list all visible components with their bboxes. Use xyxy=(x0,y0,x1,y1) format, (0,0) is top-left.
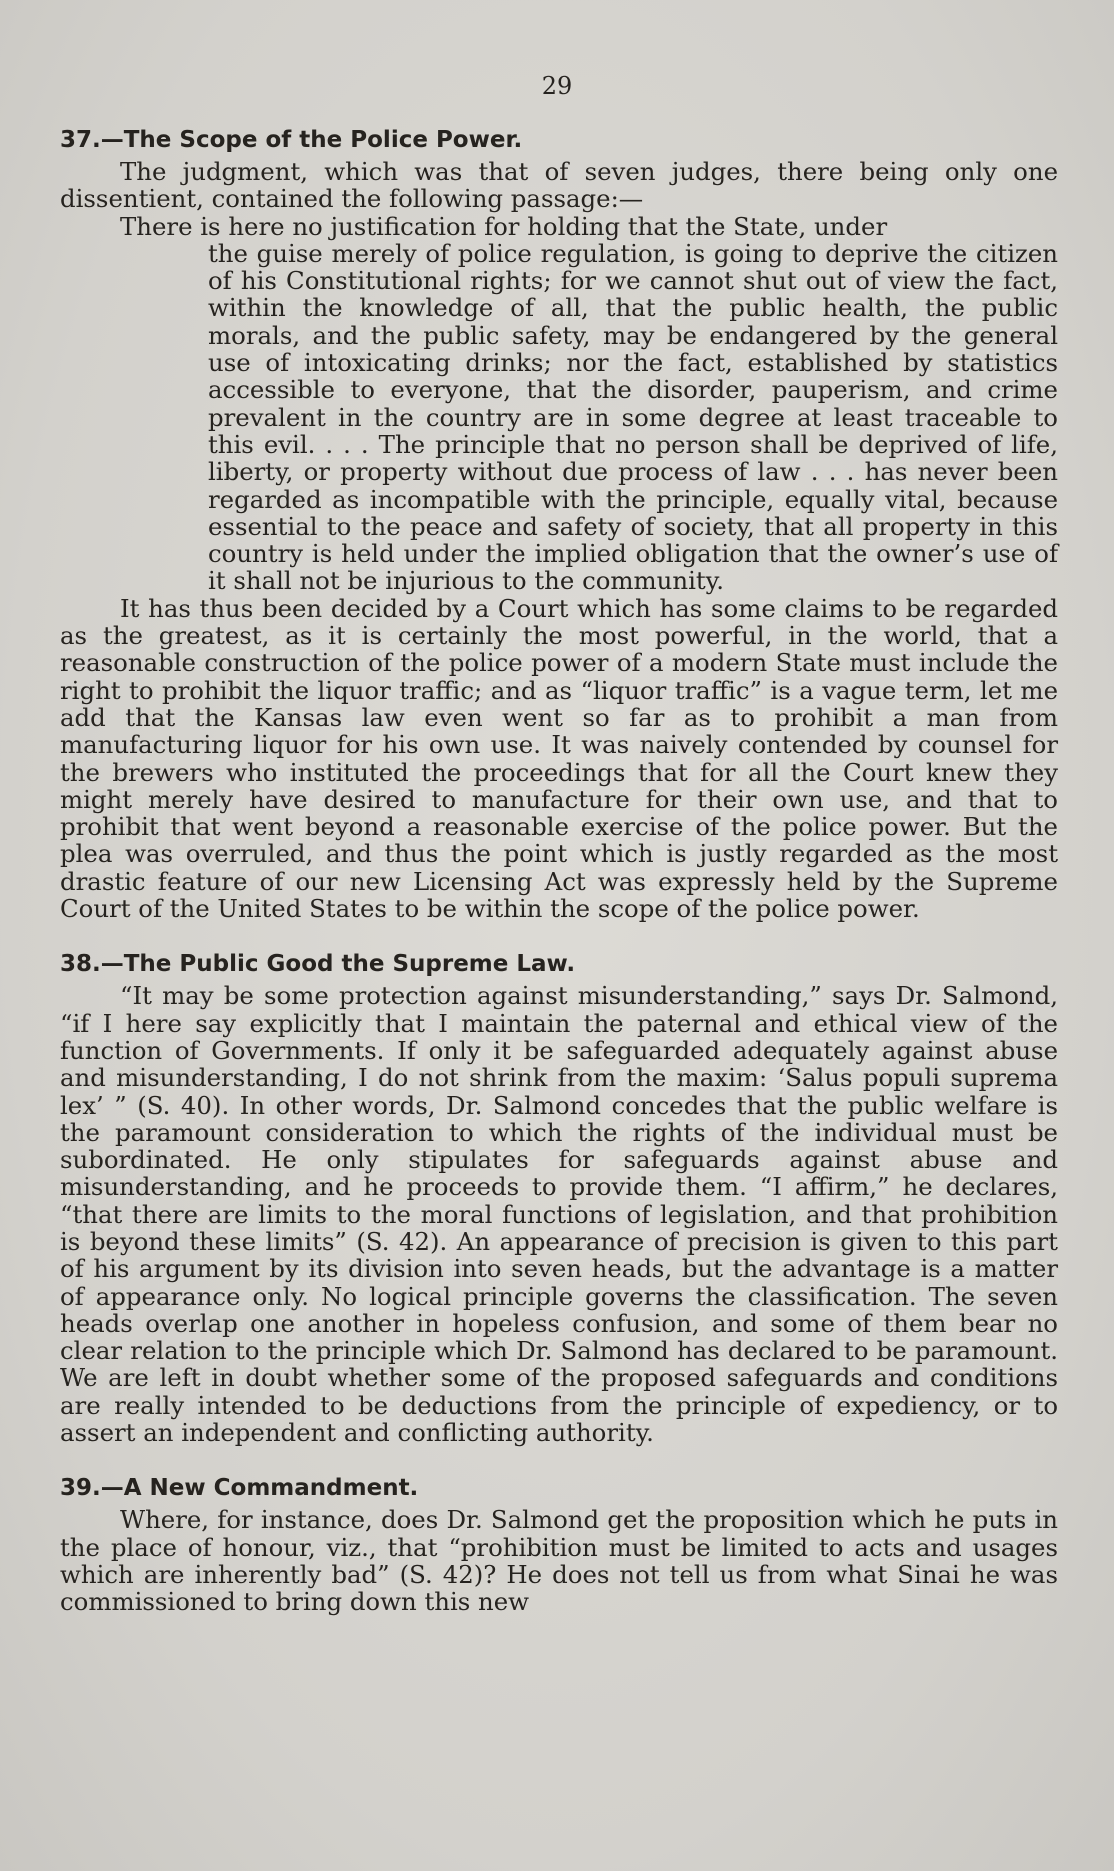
section-heading-38: 38.—The Public Good the Supreme Law. xyxy=(60,951,576,978)
block-quote: the guise merely of police regulation, is going to deprive the citizen of his Constitutional rights; for we cannot shut out of view the fact, within the knowledge of all, that the public health, the public morals, and the public safety, may be endangered by the general use of intoxicating drinks; nor the fact, established by statistics accessible to everyone, that the disorder, pauperism, and crime prevalent in the country are in some degree at least traceable to this evil. . . . The principle that no person shall be deprived of life, liberty, or property without due process of law . . . has never been regarded as incompatible with the principle, equally vital, because essential to the peace and safety of society, that all property in this country is held under the implied obligation that the owner’s use of it shall not be injurious to the community. xyxy=(208,238,1058,596)
paragraph: “It may be some protection against misunderstanding,” says Dr. Salmond, “if I here say explicitly that I maintain the paternal and ethical view of the function of Governments. If only it be safeguarded adequately against abuse and misunderstanding, I do not shrink from the maxim: ‘Salus populi suprema lex’ ” (S. 40). In other words, Dr. Salmond concedes that the public welfare is the paramount consideration to which the rights of the individual must be subordinated. He only stipulates for safeguards against abuse and misunderstanding, and he proceeds to provide them. “I affirm,” he declares, “that there are limits to the moral functions of legislation, and that prohibition is beyond these limits” (S. 42). An appearance of precision is given to this part of his argument by its division into seven heads, but the advantage is a matter of appearance only. No logical principle governs the classification. The seven heads overlap one another in hopeless confusion, and some of them bear no clear relation to the principle which Dr. Salmond has declared to be paramount. We are left in doubt whether some of the proposed safeguards and conditions are really intended to be deductions from the principle of expediency, or to assert an independent and conflicting authority. xyxy=(60,981,1058,1448)
page-number: 29 xyxy=(541,72,573,100)
section-heading-37: 37.—The Scope of the Police Power. xyxy=(60,127,523,153)
block-quote-first-line: There is here no justification for holding that the State, under xyxy=(120,211,888,241)
section-gap xyxy=(60,1446,1058,1470)
paragraph: The judgment, which was that of seven judges, there being only one dissentient, contained the following passage:— xyxy=(60,157,1058,214)
page-content xyxy=(60,122,1058,1616)
paragraph: It has thus been decided by a Court which has some claims to be regarded as the greatest, as it is certainly the most powerful, in the world, that a reasonable construction of the police power of a modern State must include the right to prohibit the liquor traffic; and as “liquor traffic” is a vague term, let me add that the Kansas law even went so far as to prohibit a man from manufacturing liquor for his own use. It was naively contended by counsel for the brewers who instituted the proceedings that for all the Court knew they might merely have desired to manufacture for their own use, and that to prohibit that went beyond a reasonable exercise of the police power. But the plea was overruled, and thus the point which is justly regarded as the most drastic feature of our new Licensing Act was expressly held by the Supreme Court of the United States to be within the scope of the police power. xyxy=(60,593,1058,924)
section-heading-39: 39.—A New Commandment. xyxy=(60,1475,419,1502)
section-gap xyxy=(60,922,1058,946)
paragraph: Where, for instance, does Dr. Salmond get the proposition which he puts in the place of honour, viz., that “prohibition must be limited to acts and usages which are inherently bad” (S. 42)? He does not tell us from what Sinai he was commissioned to bring down this new xyxy=(60,1505,1058,1617)
